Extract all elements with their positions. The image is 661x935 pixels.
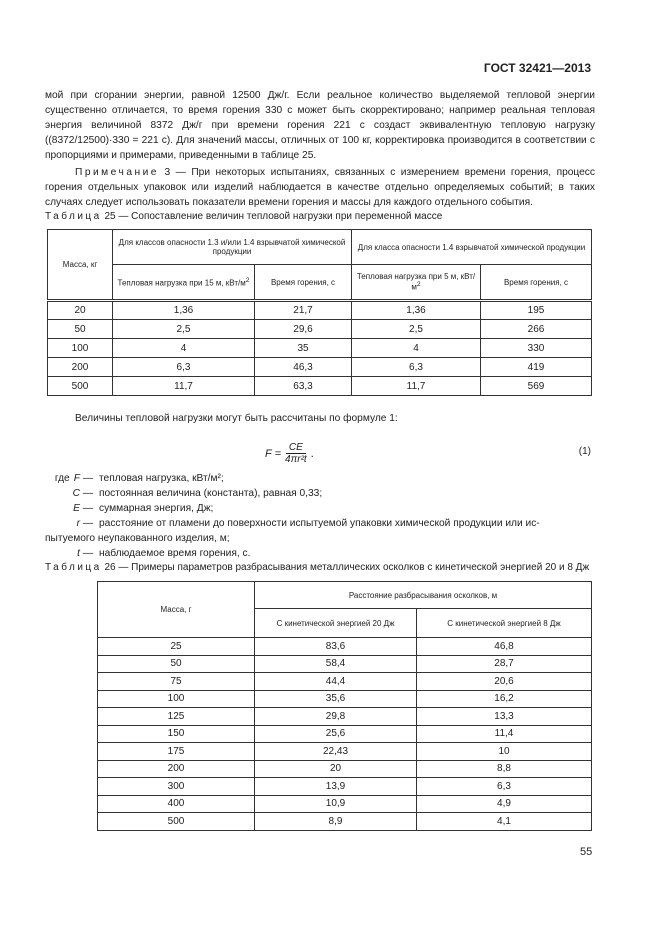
definition-item: где F — тепловая нагрузка, кВт/м²;	[54, 473, 224, 484]
table-row	[98, 725, 592, 743]
table-row	[98, 743, 592, 761]
header-sub1: Тепловая нагрузка при 15 м, кВт/$м^2$	[113, 265, 255, 301]
table-cell: 46,8	[417, 638, 592, 656]
caption-text: 25 — Сопоставление величин тепловой нагрузки при переменной массе	[101, 211, 443, 222]
note	[45, 165, 595, 210]
definition-item: E — суммарная энергия, Дж;	[73, 503, 214, 514]
table-cell: 20	[48, 301, 113, 320]
header-sub4: Время горения, с	[481, 265, 592, 301]
table-cell: 4,9	[417, 795, 592, 813]
formula: F = $\frac{CE}{\text{4πr²t}}$ .	[265, 442, 314, 465]
table-cell: 13,9	[255, 778, 417, 796]
table-cell: 125	[98, 708, 255, 726]
table-row	[98, 760, 592, 778]
table-cell: 8,9	[255, 813, 417, 831]
table-cell: 13,3	[417, 708, 592, 726]
table-cell: 4	[113, 339, 255, 358]
table-row	[48, 339, 592, 358]
table-cell: 11,4	[417, 725, 592, 743]
table-cell: 569	[481, 377, 592, 396]
table-cell: 1,36	[113, 301, 255, 320]
page-number: 55	[580, 846, 593, 858]
table-cell: 16,2	[417, 690, 592, 708]
table-cell: 25	[98, 638, 255, 656]
table-cell: 25,6	[255, 725, 417, 743]
table-row	[48, 320, 592, 339]
table-cell: 2,5	[352, 320, 481, 339]
table-cell: 11,7	[352, 377, 481, 396]
table-row	[98, 813, 592, 831]
header-sub3: Тепловая нагрузка при 5 м, кВт/$м^2$	[352, 265, 481, 301]
table26-caption	[45, 562, 589, 573]
table-cell: 400	[98, 795, 255, 813]
table-cell: 50	[98, 655, 255, 673]
table-cell: 29,6	[255, 320, 352, 339]
table-row	[98, 690, 592, 708]
table-row	[98, 673, 592, 691]
table-cell: 330	[481, 339, 592, 358]
table-cell: 266	[481, 320, 592, 339]
table-cell: 10,9	[255, 795, 417, 813]
table-cell: 6,3	[352, 358, 481, 377]
table-cell: 10	[417, 743, 592, 761]
table-cell: 11,7	[113, 377, 255, 396]
table-cell: 195	[481, 301, 592, 320]
header-sub2: Время горения, с	[255, 265, 352, 301]
header-group1: Для классов опасности 1.3 и/или 1.4 взрывчатой химической продукции	[113, 230, 352, 265]
note-label: Примечание	[75, 167, 159, 178]
table-cell: 20,6	[417, 673, 592, 691]
header-group: Расстояние разбрасывания осколков, м	[255, 582, 592, 609]
table-cell: 28,7	[417, 655, 592, 673]
table-row	[98, 638, 592, 656]
table-cell: 175	[98, 743, 255, 761]
table-26	[97, 581, 592, 831]
table-cell: 46,3	[255, 358, 352, 377]
definitions-list	[45, 471, 595, 561]
caption-text: 26 — Примеры параметров разбрасывания металлических осколков с кинетической энергией 20 и 8 Дж	[101, 562, 590, 573]
table-cell: 419	[481, 358, 592, 377]
header-sub2: С кинетической энергией 8 Дж	[417, 609, 592, 638]
equation-number: (1)	[578, 446, 591, 457]
table-cell: 100	[98, 690, 255, 708]
table-cell: 63,3	[255, 377, 352, 396]
table-25	[47, 229, 592, 396]
table-cell: 100	[48, 339, 113, 358]
header-sub1: С кинетической энергией 20 Дж	[255, 609, 417, 638]
table-cell: 1,36	[352, 301, 481, 320]
table-cell: 8,8	[417, 760, 592, 778]
table-cell: 4	[352, 339, 481, 358]
table-cell: 35	[255, 339, 352, 358]
paragraph: мой при сгорании энергии, равной 12500 Дж/г. Если реальное количество выделяемой тепловой энергии существенно отличается, то время горения 330 с может быть скорректировано; например реальная тепловая энергия величиной 8372 Дж/г при времени горения 221 с создаст эквивалентную тепловую нагрузку ((8372/12500)·330 = 221 с). Для значений массы, отличных от 100 кг, корректировка производится в соответствии с пропорциями и примерами, приведенными в таблице 25.	[45, 90, 595, 161]
table-cell: 150	[98, 725, 255, 743]
table-cell: 2,5	[113, 320, 255, 339]
table-cell: 300	[98, 778, 255, 796]
table-row	[48, 358, 592, 377]
table-row	[48, 377, 592, 396]
table-cell: 6,3	[113, 358, 255, 377]
formula-intro: Величины тепловой нагрузки могут быть рассчитаны по формуле 1:	[75, 413, 398, 424]
caption-label: Таблица	[45, 562, 102, 573]
table-cell: 35,6	[255, 690, 417, 708]
table-cell: 58,4	[255, 655, 417, 673]
header-mass: Масса, кг	[48, 230, 113, 301]
definition-item: r — расстояние от пламени до поверхности испытуемой упаковки химической продукции или ис-	[76, 518, 540, 529]
header-mass: Масса, г	[98, 582, 255, 638]
definition-item: t — наблюдаемое время горения, с.	[77, 548, 251, 559]
table-row	[98, 795, 592, 813]
table-row	[48, 301, 592, 320]
table-cell: 75	[98, 673, 255, 691]
table-row	[98, 778, 592, 796]
table-row	[98, 708, 592, 726]
definition-item: пытуемого неупакованного изделия, м;	[45, 533, 230, 544]
table-cell: 29,8	[255, 708, 417, 726]
table-cell: 200	[48, 358, 113, 377]
table-cell: 500	[48, 377, 113, 396]
table-cell: 200	[98, 760, 255, 778]
table25-caption	[45, 211, 442, 222]
table-cell: 6,3	[417, 778, 592, 796]
table-cell: 21,7	[255, 301, 352, 320]
table-cell: 20	[255, 760, 417, 778]
table-row	[98, 655, 592, 673]
table-cell: 83,6	[255, 638, 417, 656]
caption-label: Таблица	[45, 211, 102, 222]
document-code: ГОСТ 32421—2013	[483, 61, 591, 75]
note-text: 3 — При некоторых испытаниях, связанных с измерением времени горения, процесс горения отдельных упаковок или изделий наблюдается в качестве отдельно определяемых событий; в таких случаях следует использовать показатели времени горения и массы для каждого отдельного события.	[45, 167, 595, 208]
header-group2: Для класса опасности 1.4 взрывчатой химической продукции	[352, 230, 592, 265]
table-cell: 44,4	[255, 673, 417, 691]
table-cell: 4,1	[417, 813, 592, 831]
table-cell: 500	[98, 813, 255, 831]
table-cell: 22,43	[255, 743, 417, 761]
table-cell: 50	[48, 320, 113, 339]
definition-item: C — постоянная величина (константа), равная 0,33;	[72, 488, 323, 499]
